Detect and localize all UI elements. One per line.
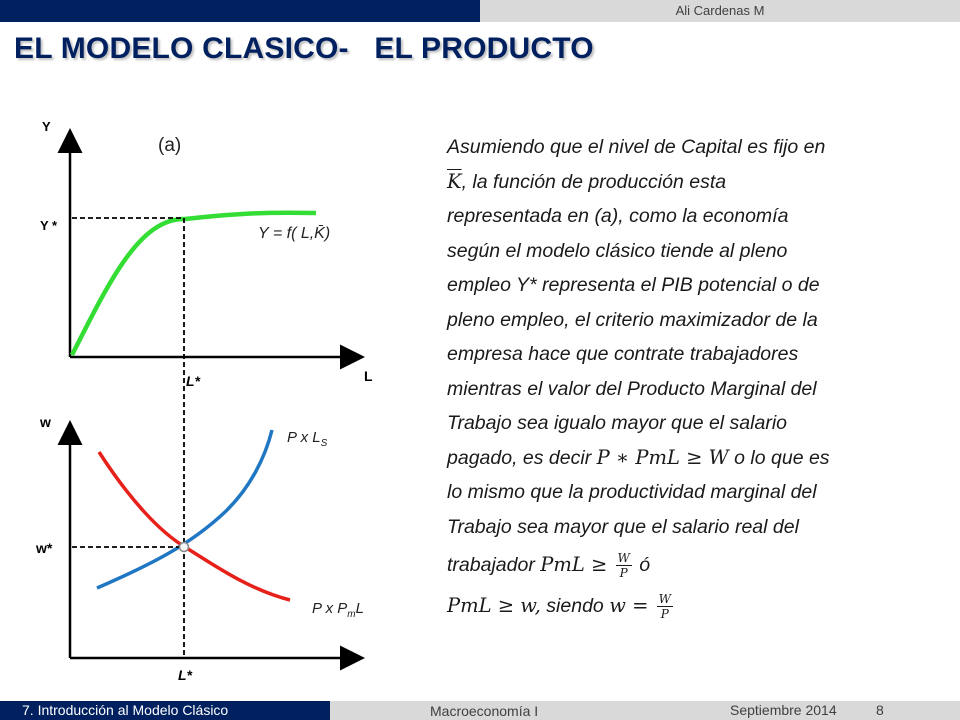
- w-star-label: w*: [36, 540, 53, 556]
- text-line-14: [447, 589, 927, 624]
- top-x-axis-label: L: [364, 368, 373, 384]
- text-line-9: Trabajo sea igualo mayor que el salario: [447, 412, 787, 434]
- text-line-1: Asumiendo que el nivel de Capital es fijo en: [447, 136, 826, 158]
- text-line-5: empleo Y* representa el PIB potencial o de: [447, 274, 820, 296]
- author-name: Ali Cardenas M: [675, 3, 765, 18]
- text-line-10-b: o lo que es: [728, 446, 830, 469]
- equation-pml-ge: PmL ≥: [540, 553, 614, 576]
- footer-date: Septiembre 2014: [730, 702, 837, 718]
- page-number: 8: [876, 702, 884, 718]
- text-line-13-a: trabajador: [447, 554, 541, 576]
- text-line-12: Trabajo sea mayor que el salario real del: [447, 515, 799, 538]
- fraction-denominator: P: [619, 566, 628, 581]
- text-line-13: [447, 548, 927, 583]
- text-line-6: pleno empleo, el criterio maximizador de la: [447, 308, 818, 331]
- top-l-star-label: L*: [186, 373, 200, 389]
- text-line-10: [447, 441, 927, 476]
- fraction-denominator-2: P: [660, 606, 669, 621]
- fraction-numerator: W: [617, 551, 630, 566]
- text-line-13-b: ó: [633, 554, 651, 576]
- footer-course-name: Macroeconomía I: [430, 703, 539, 719]
- equation-w-equals: w =: [609, 593, 655, 617]
- y-star-label: Y *: [40, 218, 58, 233]
- fraction-w-over-p-2: [657, 592, 673, 621]
- equilibrium-point: [180, 543, 189, 552]
- text-line-11: lo mismo que la productividad marginal del: [447, 481, 817, 503]
- capital-symbol: $\overline{K}$: [447, 169, 462, 193]
- panel-label-a: (a): [158, 135, 182, 156]
- equation-pml-ge-w: PmL ≥ w,: [447, 593, 541, 617]
- bottom-y-axis-label: w: [40, 414, 51, 430]
- text-line-2-rest: , la función de producción esta: [461, 170, 727, 193]
- graphs-area: [0, 0, 420, 700]
- text-line-3: representada en (a), como la economía: [447, 205, 789, 227]
- labor-supply-label: P x $L_S$: [287, 429, 328, 449]
- explanation-text: [447, 130, 927, 623]
- text-line-10-a: pagado, es decir: [447, 446, 597, 469]
- top-y-axis-label: Y: [42, 119, 51, 134]
- bottom-l-star-label: L*: [178, 667, 192, 683]
- text-line-7: empresa hace que contrate trabajadores: [447, 343, 799, 365]
- slide-title: EL MODELO CLASICO- EL PRODUCTO: [14, 32, 594, 65]
- labor-demand-label: P x $P_mL$: [312, 600, 364, 620]
- text-line-14-mid: siendo: [540, 594, 610, 617]
- footer-section-title: 7. Introducción al Modelo Clásico: [22, 702, 229, 718]
- labor-demand-curve: [99, 452, 290, 600]
- text-line-2: [447, 165, 927, 200]
- fraction-w-over-p: [616, 551, 632, 580]
- equation-p-pml: P ∗ PmL ≥ W: [596, 445, 729, 469]
- text-line-8: mientras el valor del Producto Marginal del: [447, 377, 817, 400]
- fraction-numerator-2: W: [658, 591, 671, 606]
- text-line-4: según el modelo clásico tiende al pleno: [447, 239, 788, 262]
- production-function-label: Y = f( L,K̄): [258, 225, 331, 242]
